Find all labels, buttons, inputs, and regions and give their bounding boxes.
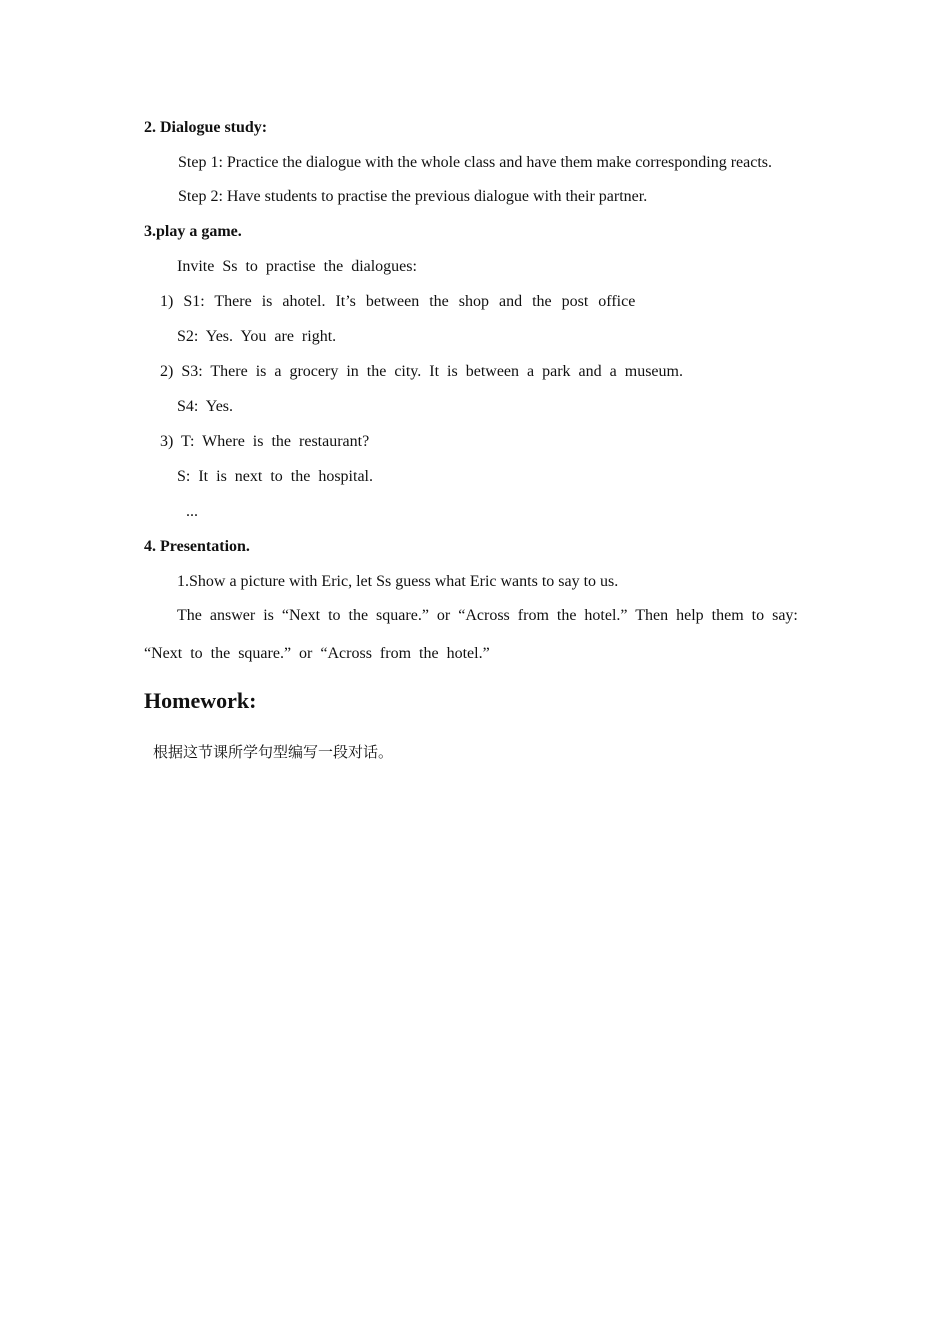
section-4-title: 4. Presentation. xyxy=(144,538,250,555)
game-intro-text: Invite Ss to practise the dialogues: xyxy=(177,258,417,275)
dialogue-2-line-b: S4: Yes. xyxy=(177,398,234,415)
presentation-paragraph-2: The answer is “Next to the square.” or “Across from the hotel.” Then help them to say: xyxy=(177,607,798,624)
section-3-title: 3.play a game. xyxy=(144,223,242,240)
dialogue-3-line-b: S: It is next to the hospital. xyxy=(177,468,373,485)
dialogue-2-line-a: 2) S3: There is a grocery in the city. It is between a park and a museum. xyxy=(160,363,683,380)
dialogue-3-line-a: 3) T: Where is the restaurant? xyxy=(160,433,370,450)
presentation-paragraph-3: “Next to the square.” or “Across from the hotel.” xyxy=(144,645,490,662)
dialogue-1-line-b: S2: Yes. You are right. xyxy=(177,328,337,345)
homework-heading: Homework: xyxy=(144,688,257,713)
section-2-title: 2. Dialogue study: xyxy=(144,119,268,136)
step-1-text: Step 1: Practice the dialogue with the whole class and have them make corresponding reacts. xyxy=(178,154,773,171)
homework-text: 根据这节课所学句型编写一段对话。 xyxy=(153,743,394,761)
dialogue-ellipsis: ... xyxy=(186,503,198,520)
dialogue-1-line-a: 1) S1: There is ahotel. It’s between the shop and the post office xyxy=(160,293,636,310)
presentation-paragraph-1: 1.Show a picture with Eric, let Ss guess what Eric wants to say to us. xyxy=(177,573,619,590)
step-2-text: Step 2: Have students to practise the previous dialogue with their partner. xyxy=(178,188,648,205)
